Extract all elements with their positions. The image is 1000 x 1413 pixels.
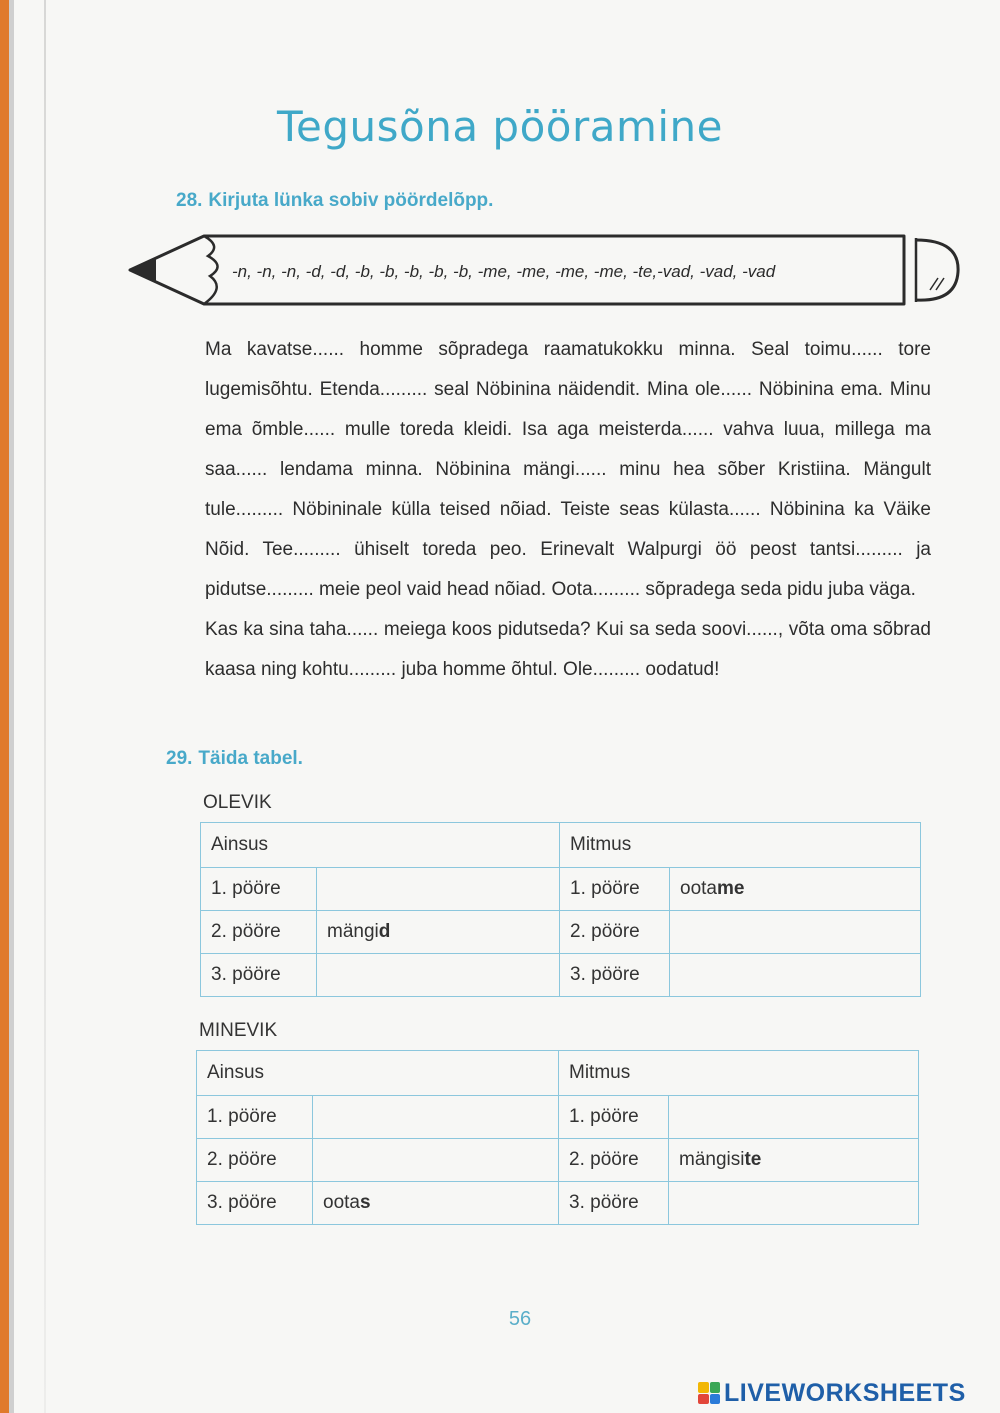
table-row xyxy=(197,1096,919,1139)
exercise-28-heading xyxy=(176,190,493,212)
answer-cell[interactable] xyxy=(670,911,921,954)
table-row xyxy=(201,954,921,997)
logo-square xyxy=(698,1394,709,1405)
table-row xyxy=(201,868,921,911)
person-label: 3. pööre xyxy=(197,1182,313,1225)
person-label: 2. pööre xyxy=(559,1139,669,1182)
person-label: 3. pööre xyxy=(201,954,317,997)
olevik-table xyxy=(200,822,921,997)
exercise-29-number: 29. xyxy=(166,748,193,769)
exercise-28-number: 28. xyxy=(176,190,203,211)
answer-cell[interactable] xyxy=(669,1182,919,1225)
watermark xyxy=(698,1378,966,1408)
singular-header: Ainsus xyxy=(201,823,560,868)
answer-cell[interactable] xyxy=(670,954,921,997)
person-label: 2. pööre xyxy=(197,1139,313,1182)
plural-header: Mitmus xyxy=(560,823,921,868)
answer-cell[interactable] xyxy=(313,1139,559,1182)
page-title: Tegusõna pööramine xyxy=(276,102,724,151)
answer-cell: ootame xyxy=(670,868,921,911)
answer-cell[interactable] xyxy=(669,1096,919,1139)
olevik-label: OLEVIK xyxy=(203,792,272,813)
text-paragraph: Kas ka sina taha...... meiega koos pidutseda? Kui sa seda soovi......, võta oma sõbrad kaasa ning kohtu......... juba homme õhtul. Ole......... oodatud! xyxy=(205,619,931,680)
table-row xyxy=(201,911,921,954)
liveworksheets-logo-icon xyxy=(698,1382,720,1404)
exercise-28-instruction: Kirjuta lünka sobiv pöördelõpp. xyxy=(208,190,494,211)
answer-cell[interactable] xyxy=(313,1096,559,1139)
person-label: 2. pööre xyxy=(560,911,670,954)
logo-square xyxy=(698,1382,709,1393)
exercise-29-heading xyxy=(166,748,303,770)
answer-cell: mängisite xyxy=(669,1139,919,1182)
answer-cell[interactable] xyxy=(317,868,560,911)
person-label: 1. pööre xyxy=(560,868,670,911)
page-number: 56 xyxy=(508,1308,532,1330)
person-label: 1. pööre xyxy=(201,868,317,911)
table-row xyxy=(197,1139,919,1182)
person-label: 1. pööre xyxy=(197,1096,313,1139)
answer-cell: mängid xyxy=(317,911,560,954)
endings-list: -n, -n, -n, -d, -d, -b, -b, -b, -b, -b, -me, -me, -me, -me, -te,-vad, -vad, -vad xyxy=(232,262,776,281)
text-paragraph: Ma kavatse...... homme sõpradega raamatukokku minna. Seal toimu...... tore lugemisõhtu. Etenda......... seal Nöbinina näidendit. Mina ole...... Nöbinina ema. Minu ema õmble...... mulle toreda kleidi. Isa aga meisterda...... vahva luua, millega ma saa...... lendama minna. Nöbinina mängi...... minu hea sõber Kristiina. Mängult tule......... Nöbininale külla teised nõiad. Teiste seas külasta...... Nöbinina ka Väike Nõid. Tee......... ühiselt toreda peo. Erinevalt Walpurgi öö peost tantsi......... ja pidutse......... meie peol vaid head nõiad. Oota......... sõpradega seda pidu juba väga. xyxy=(205,339,931,600)
table-row xyxy=(197,1182,919,1225)
answer-cell[interactable] xyxy=(317,954,560,997)
singular-header: Ainsus xyxy=(197,1051,559,1096)
person-label: 1. pööre xyxy=(559,1096,669,1139)
minevik-table xyxy=(196,1050,919,1225)
page-edge xyxy=(0,0,14,1413)
answer-cell: ootas xyxy=(313,1182,559,1225)
exercise-28-text xyxy=(205,330,931,690)
exercise-29-instruction: Täida tabel. xyxy=(198,748,303,769)
person-label: 3. pööre xyxy=(560,954,670,997)
person-label: 3. pööre xyxy=(559,1182,669,1225)
person-label: 2. pööre xyxy=(201,911,317,954)
logo-square xyxy=(710,1394,721,1405)
logo-square xyxy=(710,1382,721,1393)
gutter-line xyxy=(44,0,46,1413)
watermark-text: LIVEWORKSHEETS xyxy=(724,1378,966,1407)
minevik-label: MINEVIK xyxy=(199,1020,278,1041)
plural-header: Mitmus xyxy=(559,1051,919,1096)
